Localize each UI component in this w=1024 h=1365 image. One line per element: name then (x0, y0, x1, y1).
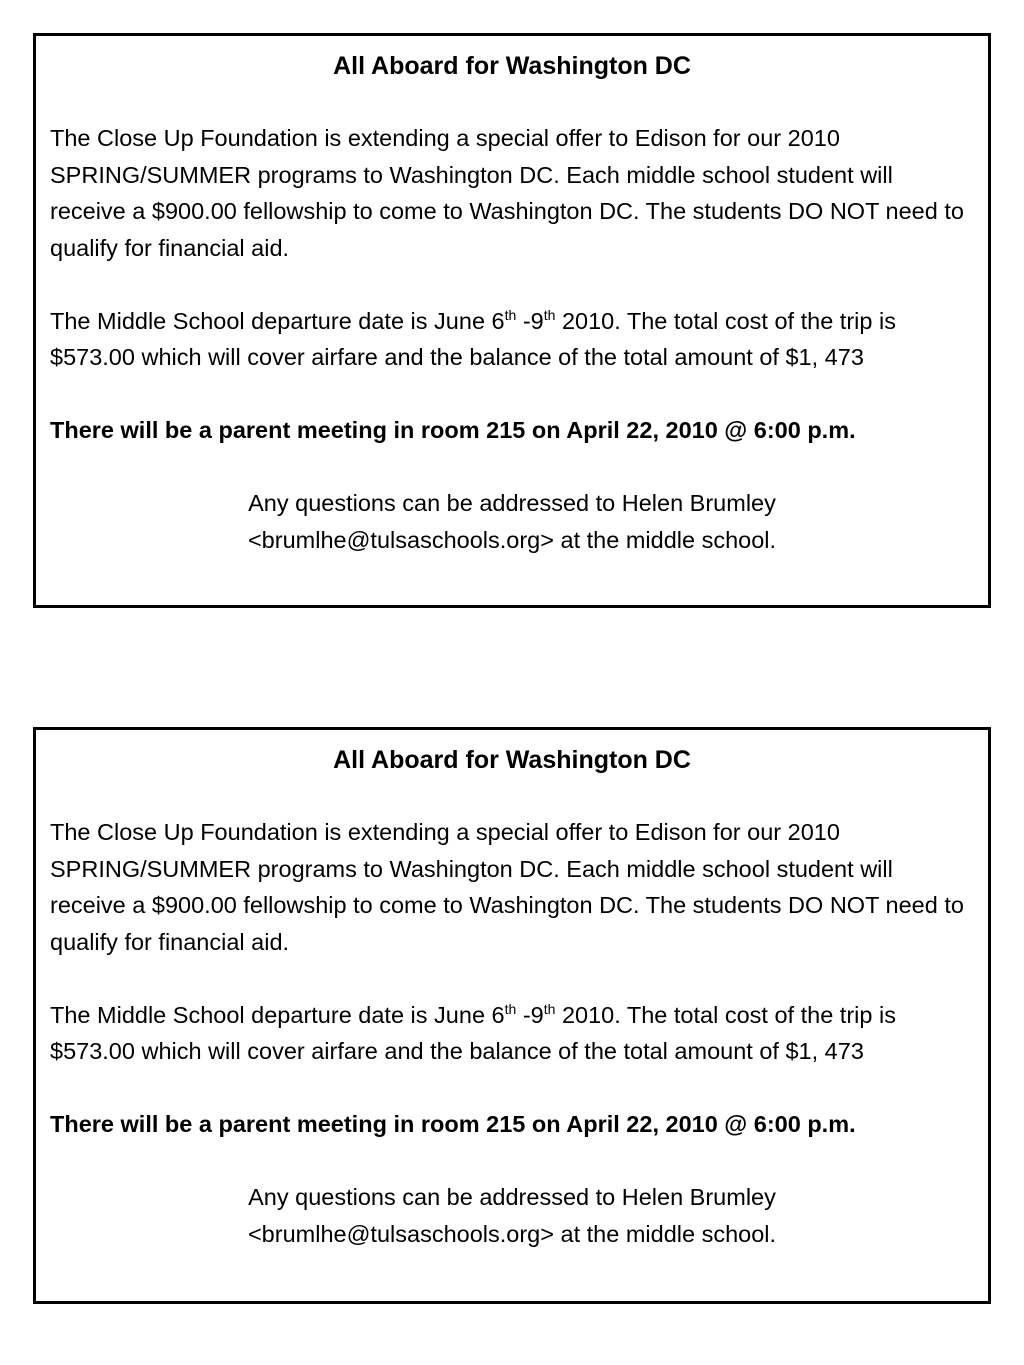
meeting-notice: There will be a parent meeting in room 215 on April 22, 2010 @ 6:00 p.m. (50, 417, 856, 443)
contact-email-line: <brumlhe@tulsaschools.org> at the middle school. (247, 526, 777, 553)
departure-text-mid: -9 (516, 1001, 544, 1028)
flyer-title: All Aboard for Washington DC (333, 746, 691, 774)
departure-text-end: 2010. The total cost of the trip is $573.00 which will cover airfare and the balance of the total amount of $1, 473 (50, 307, 896, 370)
departure-text-start: The Middle School departure date is June 6 (50, 1001, 505, 1028)
departure-text-start: The Middle School departure date is June 6 (50, 307, 505, 334)
meeting-notice: There will be a parent meeting in room 215 on April 22, 2010 @ 6:00 p.m. (50, 1111, 856, 1137)
offer-paragraph: The Close Up Foundation is extending a special offer to Edison for our 2010 SPRING/SUMMER programs to Washington DC. Each middle school student will receive a $900.00 fellowship to come to Washington DC. The students DO NOT need to qualify for financial aid. (50, 125, 964, 261)
ordinal-suffix: th (543, 1000, 556, 1017)
contact-info (50, 1179, 974, 1252)
ordinal-suffix: th (504, 1000, 517, 1017)
contact-email-line: <brumlhe@tulsaschools.org> at the middle school. (247, 1220, 777, 1247)
ordinal-suffix: th (543, 306, 556, 323)
departure-paragraph (50, 303, 974, 376)
flyer-bottom (33, 727, 991, 1304)
flyer-title: All Aboard for Washington DC (333, 52, 691, 80)
offer-paragraph: The Close Up Foundation is extending a special offer to Edison for our 2010 SPRING/SUMMER programs to Washington DC. Each middle school student will receive a $900.00 fellowship to come to Washington DC. The students DO NOT need to qualify for financial aid. (50, 819, 964, 955)
departure-text-mid: -9 (516, 307, 544, 334)
contact-line-1: Any questions can be addressed to Helen Brumley (248, 490, 776, 516)
contact-line-1: Any questions can be addressed to Helen Brumley (248, 1184, 776, 1210)
departure-paragraph (50, 997, 974, 1070)
ordinal-suffix: th (504, 306, 517, 323)
departure-text-end: 2010. The total cost of the trip is $573.00 which will cover airfare and the balance of the total amount of $1, 473 (50, 1001, 896, 1064)
contact-info (50, 485, 974, 558)
flyer-top (33, 33, 991, 608)
